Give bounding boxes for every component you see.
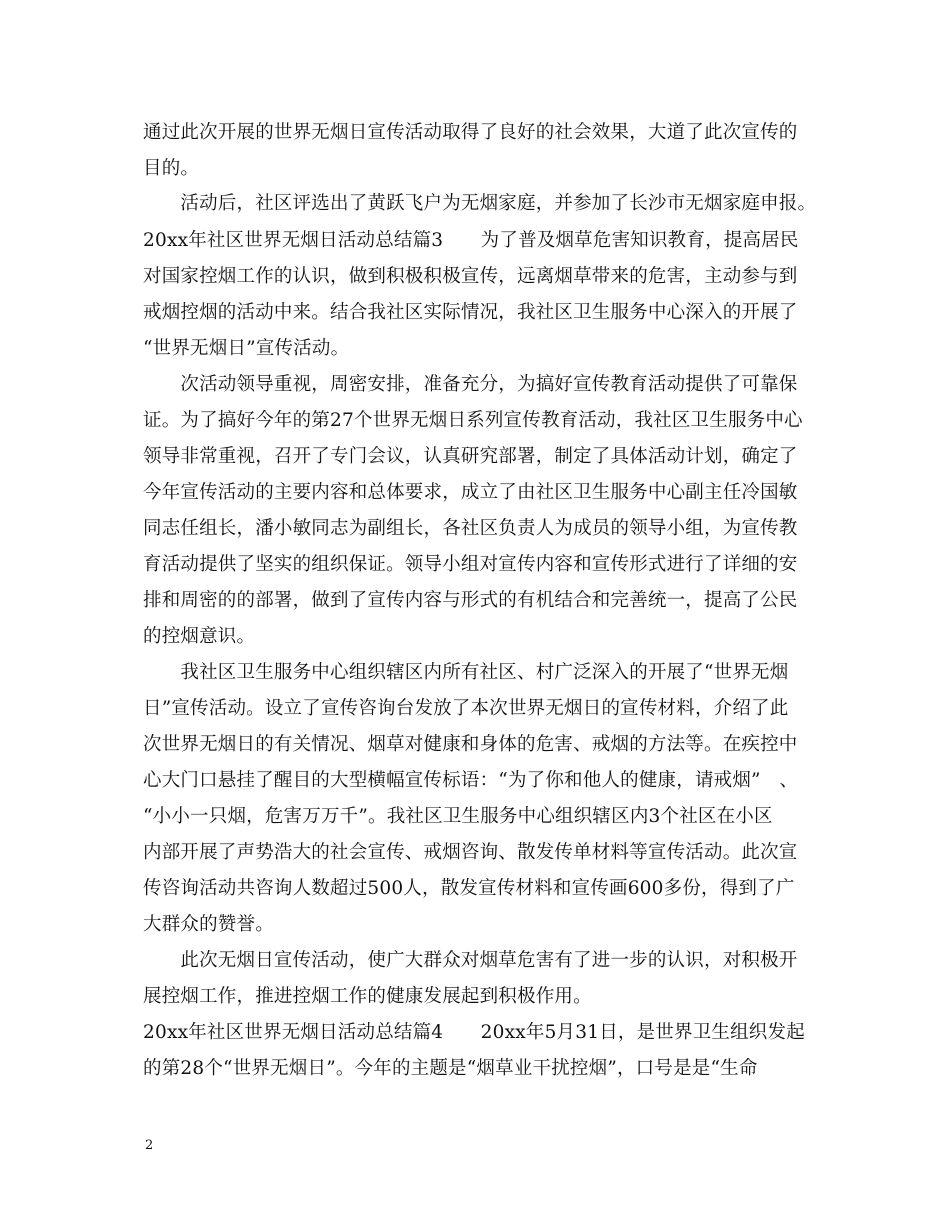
body-text-line: 的控烟意识。 — [143, 626, 256, 647]
body-text-line: 日”宣传活动。设立了宣传咨询台发放了本次世界无烟日的宣传材料，介绍了此 — [143, 698, 789, 719]
body-text-line: 育活动提供了坚实的组织保证。领导小组对宣传内容和宣传形式进行了详细的安 — [143, 554, 798, 575]
body-text-line: 内部开展了声势浩大的社会宣传、戒烟咨询、散发传单材料等宣传活动。此次宣 — [143, 842, 798, 863]
body-text-line: 证。为了搞好今年的第27个世界无烟日系列宣传教育活动，我社区卫生服务中心 — [143, 410, 803, 431]
body-text-line: 大群众的赞誉。 — [143, 914, 274, 935]
body-text-line: 目的。 — [143, 158, 200, 179]
body-text-line: 今年宣传活动的主要内容和总体要求，成立了由社区卫生服务中心副主任冷国敏 — [143, 482, 798, 503]
body-text-line: 20xx年社区世界无烟日活动总结篇4 20xx年5月31日，是世界卫生组织发起 — [143, 1022, 805, 1043]
body-text-line: 的第28个“世界无烟日”。今年的主题是“烟草业干扰控烟”，口号是是“生命 — [143, 1058, 758, 1079]
body-text-line: 传咨询活动共咨询人数超过500人，散发宣传材料和宣传画600多份，得到了广 — [143, 878, 795, 899]
body-text-line: 戒烟控烟的活动中来。结合我社区实际情况，我社区卫生服务中心深入的开展了 — [143, 302, 798, 323]
body-text-line: “世界无烟日”宣传活动。 — [143, 338, 350, 359]
body-text-line: 此次无烟日宣传活动，使广大群众对烟草危害有了进一步的认识，对积极开 — [143, 950, 798, 971]
body-text-line: 活动后，社区评选出了黄跃飞户为无烟家庭，并参加了长沙市无烟家庭申报。 — [143, 193, 817, 214]
body-text-line: “小小一只烟，危害万万千”。我社区卫生服务中心组织辖区内3个社区在小区 — [143, 806, 773, 827]
body-text-line: 同志任组长，潘小敏同志为副组长，各社区负责人为成员的领导小组，为宣传教 — [143, 518, 798, 539]
page-number: 2 — [145, 1138, 154, 1153]
body-text-line: 通过此次开展的世界无烟日宣传活动取得了良好的社会效果，大道了此次宣传的 — [143, 122, 798, 143]
body-text-line: 次活动领导重视，周密安排，准备充分，为搞好宣传教育活动提供了可靠保 — [143, 374, 798, 395]
body-text-line: 次世界无烟日的有关情况、烟草对健康和身体的危害、戒烟的方法等。在疾控中 — [143, 734, 798, 755]
body-text-line: 20xx年社区世界无烟日活动总结篇3 为了普及烟草危害知识教育，提高居民 — [143, 230, 799, 251]
body-text-line: 展控烟工作，推进控烟工作的健康发展起到积极作用。 — [143, 986, 592, 1007]
body-text-line: 心大门口悬挂了醒目的大型横幅宣传标语：“为了你和他人的健康，请戒烟” 、 — [143, 770, 799, 791]
body-text-line: 我社区卫生服务中心组织辖区内所有社区、村广泛深入的开展了“世界无烟 — [143, 662, 789, 683]
body-text-line: 领导非常重视，召开了专门会议，认真研究部署，制定了具体活动计划，确定了 — [143, 446, 798, 467]
body-text-line: 排和周密的的部署，做到了宣传内容与形式的有机结合和完善统一，提高了公民 — [143, 590, 798, 611]
body-text-line: 对国家控烟工作的认识，做到积极积极宣传，远离烟草带来的危害，主动参与到 — [143, 266, 798, 287]
